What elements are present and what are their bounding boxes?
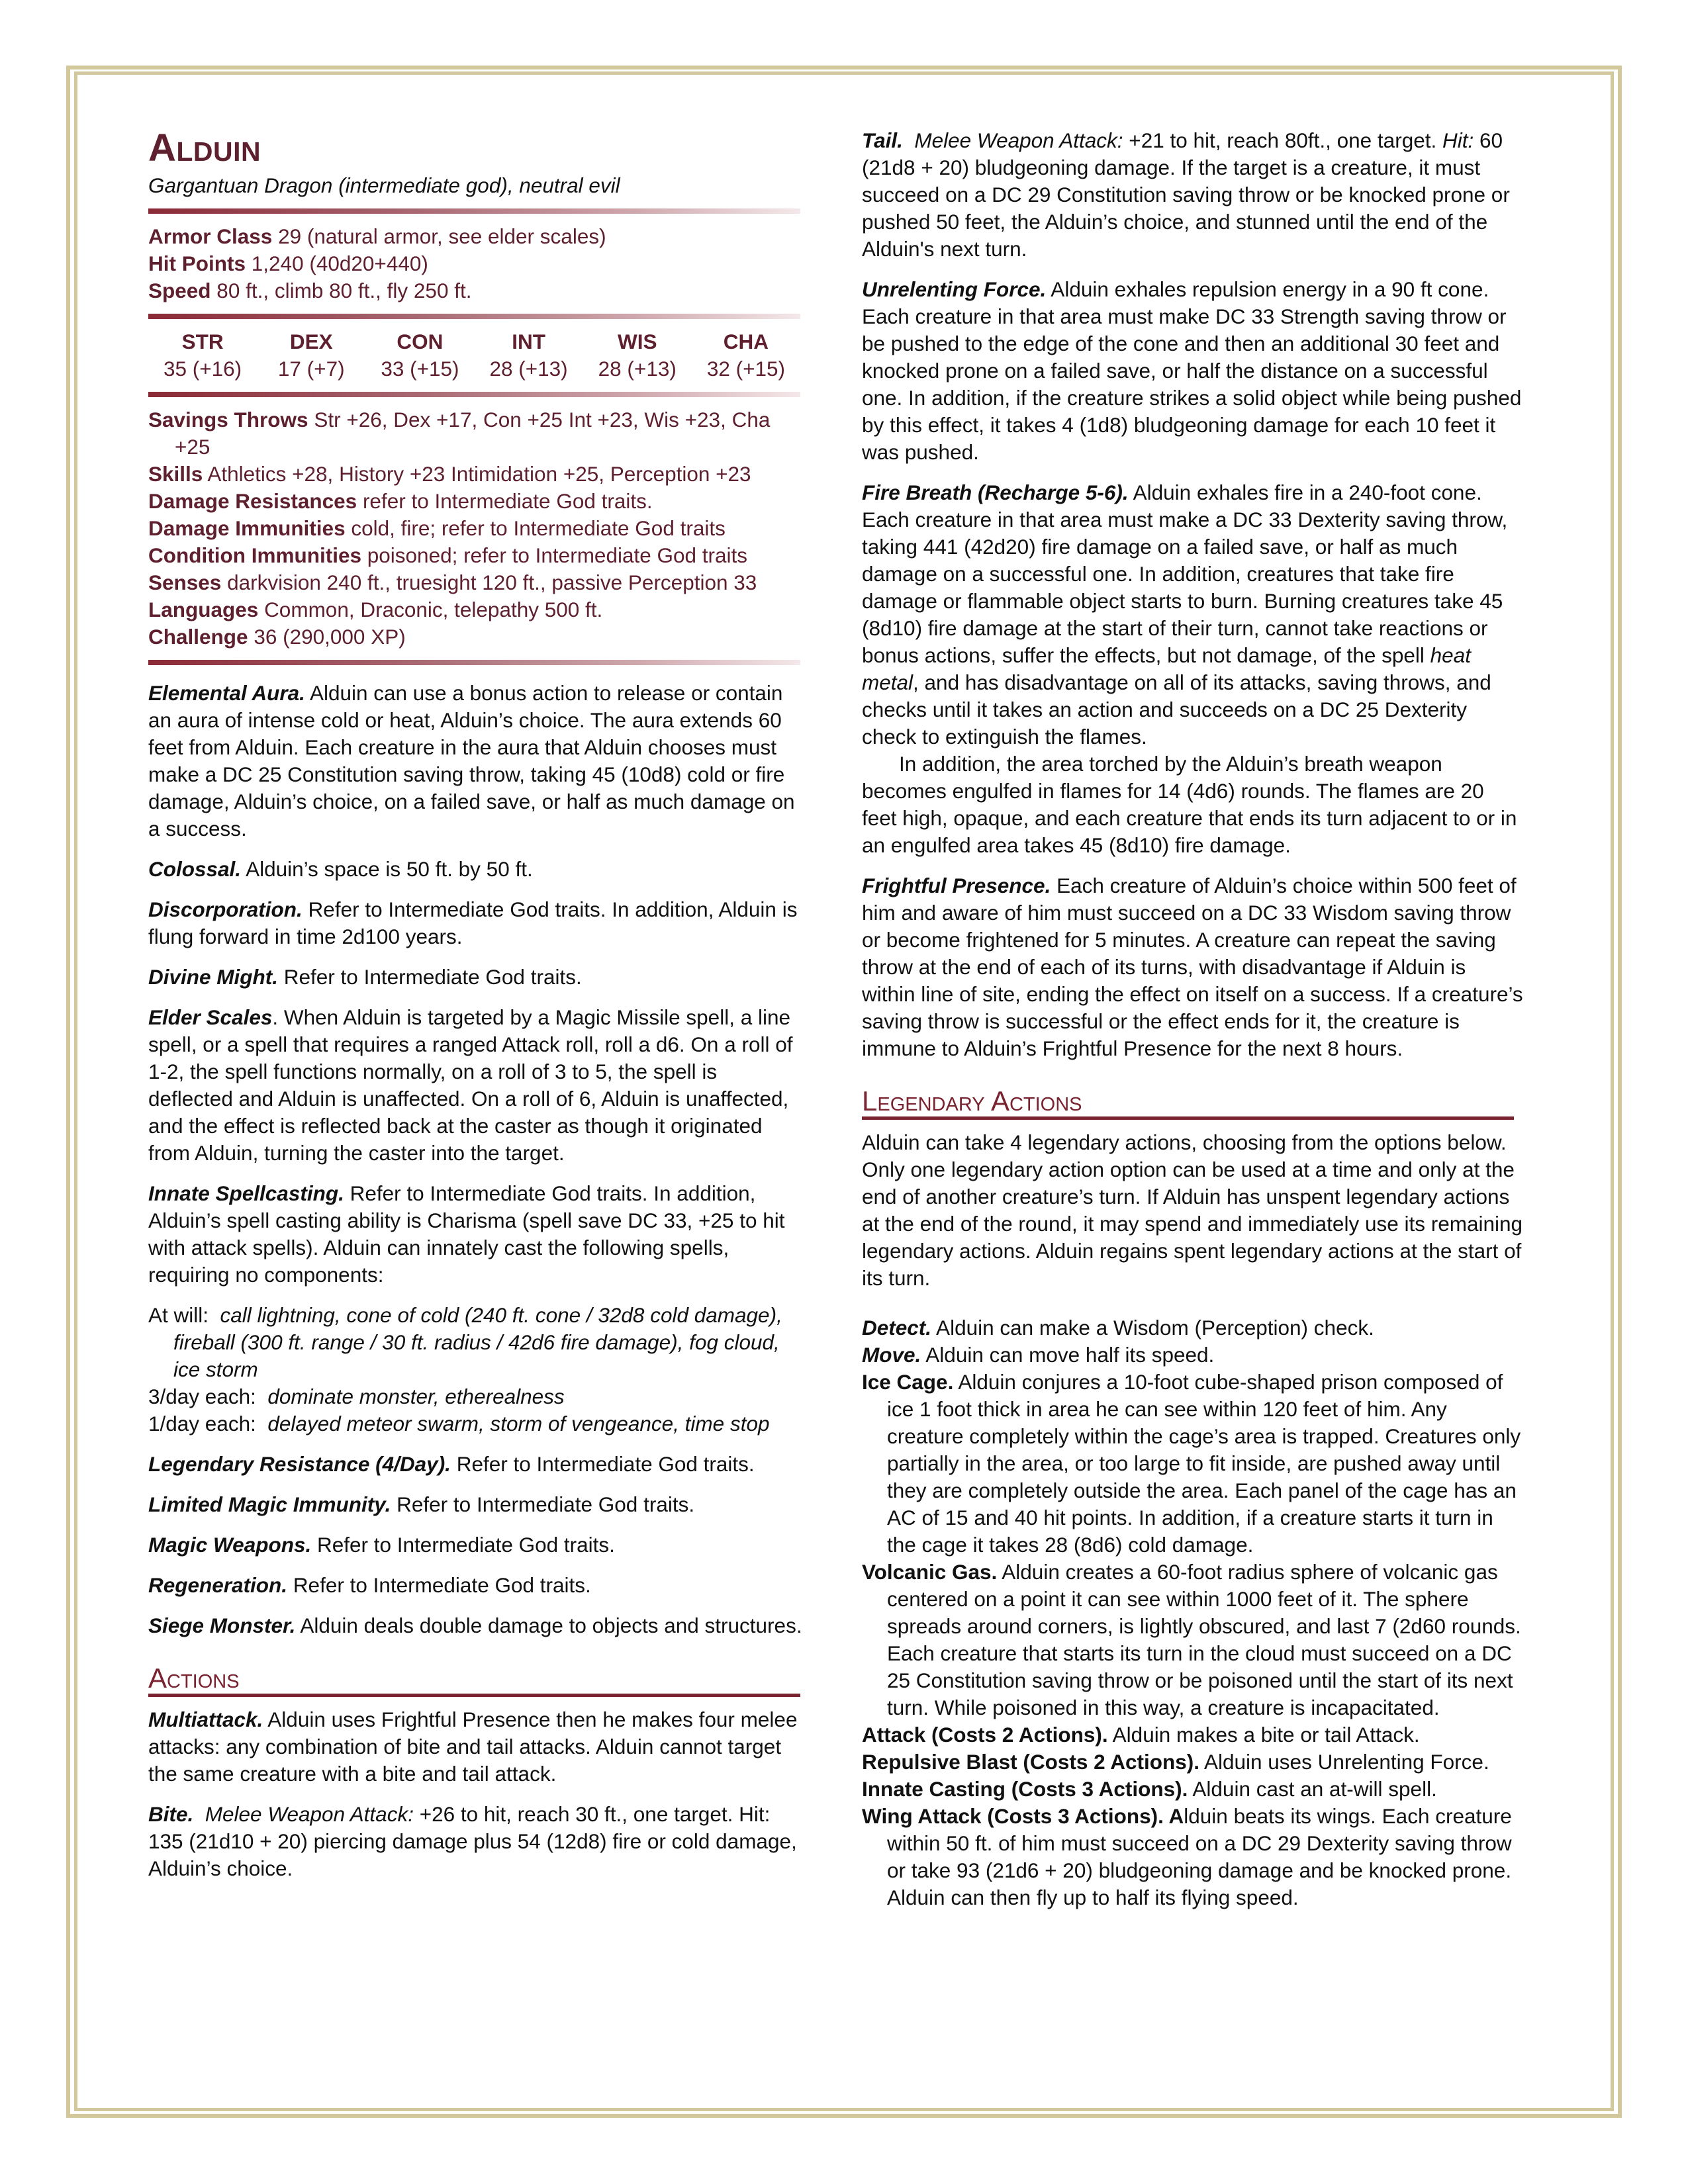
spell-line-3-day: [148, 1383, 807, 1410]
ability-score: 35 (+16): [163, 357, 242, 381]
ability-scores: [148, 328, 800, 383]
stat-label: Languages: [148, 598, 259, 621]
trait-divine-might: [148, 964, 807, 991]
creature-type: Gargantuan Dragon (intermediate god), neutral evil: [148, 173, 620, 197]
trait-name: Elder Scales: [148, 1005, 273, 1029]
action-text: Alduin uses Frightful Presence then he makes four melee attacks: any combination of bite and tail attacks. Alduin cannot target the same creature with a bite and tail attack.: [148, 1707, 798, 1786]
legendary-text: Alduin can move half its speed.: [921, 1343, 1215, 1367]
legendary-name: Attack (Costs 2 Actions).: [862, 1723, 1108, 1747]
condition-immunities: [148, 542, 807, 569]
legendary-innate-casting: [862, 1776, 1524, 1803]
trait-name: Divine Might.: [148, 965, 278, 989]
legendary-volcanic-gas: [862, 1559, 1524, 1721]
spell-line-1-day: [148, 1410, 807, 1437]
ability-score: 17 (+7): [277, 357, 345, 381]
spell-list: [148, 1302, 807, 1437]
action-text: +21 to hit, reach 80ft., one target.: [1123, 128, 1442, 152]
trait-elemental-aura: [148, 680, 807, 842]
legendary-actions-heading: Legendary Actions: [862, 1086, 1514, 1120]
action-text: Alduin exhales fire in a 240-foot cone. Each creature in that area must make a DC 33 Dexterity saving throw, taking 441 (42d20) fire damage on a failed save, or half as much damage on a successful one. In addition, creatures that take fire damage or flammable object starts to burn. Burning creatures take 45 (8d10) fire damage at the start of their turn, cannot take reactions or bonus actions, suffer the effects, but not damage, of the spell: [862, 480, 1508, 667]
stat-label: Damage Resistances: [148, 489, 357, 513]
stat-armor-class: [148, 223, 807, 250]
stat-value: 80 ft., climb 80 ft., fly 250 ft.: [216, 279, 472, 302]
divider: [148, 314, 800, 319]
trait-colossal: [148, 856, 807, 883]
stat-hit-points: [148, 250, 807, 277]
attack-type: Melee Weapon Attack:: [914, 128, 1123, 152]
ability-name: INT: [512, 330, 545, 353]
stat-value: darkvision 240 ft., truesight 120 ft., passive Perception 33: [227, 570, 757, 594]
trait-name: Discorporation.: [148, 897, 303, 921]
damage-resistances: [148, 488, 807, 515]
stat-label: Challenge: [148, 625, 248, 649]
action-text: +26 to hit, reach 30 ft., one target. Hit: 135 (21d10 + 20) piercing damage plus 54 (12d8) fire or cold damage, Alduin’s choice.: [148, 1802, 797, 1880]
trait-limited-magic-immunity: [148, 1491, 807, 1518]
action-text: , and has disadvantage on all of its attacks, saving throws, and checks until it takes an action and succeeds on a DC 25 Dexterity check to extinguish the flames.: [862, 670, 1491, 749]
action-unrelenting-force: [862, 276, 1524, 466]
trait-text: Refer to Intermediate God traits. In addition, Alduin is flung forward in time 2d100 years.: [148, 897, 798, 948]
trait-text: Alduin deals double damage to objects and structures.: [300, 1614, 802, 1637]
stat-label: Condition Immunities: [148, 543, 361, 567]
legendary-ice-cage: [862, 1369, 1524, 1559]
spell-names: delayed meteor swarm, storm of vengeance, time stop: [267, 1412, 770, 1435]
trait-text: Refer to Intermediate God traits.: [456, 1452, 755, 1476]
stat-value: 36 (290,000 XP): [254, 625, 406, 649]
legendary-text: Alduin cast an at-will spell.: [1188, 1777, 1437, 1801]
legendary-move: [862, 1342, 1524, 1369]
damage-immunities: [148, 515, 807, 542]
stat-value: poisoned; refer to Intermediate God traits: [367, 543, 748, 567]
stat-value: Str +26, Dex +17, Con +25 Int +23, Wis +23, Cha +25: [175, 408, 771, 459]
stat-label: Hit Points: [148, 251, 246, 275]
ability-score: 32 (+15): [706, 357, 786, 381]
legendary-repulsive-blast: [862, 1749, 1524, 1776]
saving-throws: [148, 406, 807, 461]
stat-label: Speed: [148, 279, 211, 302]
trait-text: Refer to Intermediate God traits.: [316, 1533, 615, 1557]
stat-label: Armor Class: [148, 224, 273, 248]
ability-score: 28 (+13): [598, 357, 677, 381]
trait-discorporation: [148, 896, 807, 950]
trait-name: Regeneration.: [148, 1573, 288, 1597]
challenge: [148, 623, 807, 651]
stat-value: refer to Intermediate God traits.: [362, 489, 653, 513]
legendary-name: Ice Cage.: [862, 1370, 954, 1394]
action-frightful-presence: [862, 872, 1524, 1062]
senses: [148, 569, 807, 596]
trait-magic-weapons: [148, 1531, 807, 1559]
stat-value: cold, fire; refer to Intermediate God traits: [351, 516, 726, 540]
legendary-detect: [862, 1314, 1524, 1342]
ability-score: 33 (+15): [381, 357, 459, 381]
stat-label: Damage Immunities: [148, 516, 346, 540]
trait-name: Magic Weapons.: [148, 1533, 312, 1557]
spell-reference: heat metal: [862, 643, 1471, 694]
legendary-attack: [862, 1721, 1524, 1749]
action-bite: [148, 1801, 807, 1882]
legendary-text: Alduin uses Unrelenting Force.: [1199, 1750, 1489, 1774]
trait-innate-spellcasting: [148, 1180, 807, 1289]
divider: [148, 208, 800, 214]
trait-name: Innate Spellcasting.: [148, 1181, 344, 1205]
legendary-name: Repulsive Blast (Costs 2 Actions).: [862, 1750, 1199, 1774]
action-multiattack: [148, 1706, 807, 1788]
stat-value: Athletics +28, History +23 Intimidation +25, Perception +23: [207, 462, 751, 486]
spell-names: call lightning, cone of cold (240 ft. cone / 32d8 cold damage), fireball (300 ft. range / 30 ft. radius / 42d6 fire damage), fog cloud, ice storm: [173, 1303, 782, 1381]
stat-label: Skills: [148, 462, 203, 486]
trait-text: Alduin’s space is 50 ft. by 50 ft.: [246, 857, 533, 881]
right-column: [862, 127, 1524, 1911]
languages: [148, 596, 807, 623]
creature-name: Alduin: [148, 126, 261, 169]
action-fire-breath: [862, 479, 1524, 859]
ability-score: 28 (+13): [489, 357, 568, 381]
legendary-text: Alduin creates a 60-foot radius sphere of volcanic gas centered on a point it can see within 1000 feet of it. The sphere spreads around corners, is lightly obscured, and last 7 (2d60 rounds. Each creature that starts its turn in the cloud must succeed on a DC 25 Constitution saving throw or be poisoned until the start of its next turn. While poisoned in this way, a creature is incapacitated.: [887, 1560, 1521, 1719]
action-name: Bite.: [148, 1802, 194, 1826]
ability-name: STR: [181, 330, 224, 353]
ability-name: CHA: [723, 330, 769, 353]
trait-text: . When Alduin is targeted by a Magic Missile spell, a line spell, or a spell that requires a ranged Attack roll, roll a d6. On a roll of 1-2, the spell functions normally, on a roll of 3 to 5, the spell is deflected and Alduin is unaffected. On a roll of 6, Alduin is unaffected, and the effect is reflected back at the caster as though it originated from Alduin, turning the caster into the target.: [148, 1005, 793, 1165]
trait-legendary-resistance: [148, 1451, 807, 1478]
legendary-intro: Alduin can take 4 legendary actions, choosing from the options below. Only one legendary action option can be used at a time and only at the end of another creature’s turn. If Alduin has unspent legendary actions at the end of the round, it may spend and immediately use its remaining legendary actions. Alduin regains spent legendary actions at the start of its turn.: [862, 1130, 1523, 1290]
trait-name: Elemental Aura.: [148, 681, 305, 705]
legendary-text: lduin beats its wings. Each creature within 50 ft. of him must succeed on a DC 29 Dexterity saving throw or take 93 (21d6 + 20) bludgeoning damage and be knocked prone. Alduin can then fly up to half its flying speed.: [887, 1804, 1512, 1909]
stat-label: Savings Throws: [148, 408, 308, 432]
spell-names: dominate monster, etherealness: [267, 1385, 565, 1408]
action-name: Multiattack.: [148, 1707, 263, 1731]
action-name: Unrelenting Force.: [862, 277, 1047, 301]
trait-name: Legendary Resistance (4/Day).: [148, 1452, 451, 1476]
trait-regeneration: [148, 1572, 807, 1599]
spell-line-at-will: [148, 1302, 807, 1383]
legendary-name: Move.: [862, 1343, 921, 1367]
trait-name: Colossal.: [148, 857, 242, 881]
core-stats: [148, 223, 807, 304]
stat-value: Common, Draconic, telepathy 500 ft.: [264, 598, 603, 621]
trait-text: Refer to Intermediate God traits.: [397, 1492, 695, 1516]
trait-name: Siege Monster.: [148, 1614, 296, 1637]
left-column: [148, 127, 807, 1895]
action-text: Alduin exhales repulsion energy in a 90 ft cone. Each creature in that area must make DC 33 Strength saving throw or be pushed to the edge of the cone and then an additional 30 feet and knocked prone on a failed save, or half the distance on a successful one. In addition, if the creature strikes a solid object while being pushed by this effect, it takes 4 (1d8) bludgeoning damage for each 10 feet it was pushed.: [862, 277, 1522, 464]
spell-frequency: At will:: [148, 1303, 209, 1327]
divider: [148, 660, 800, 665]
action-name: Frightful Presence.: [862, 874, 1051, 897]
ability-name: DEX: [289, 330, 333, 353]
trait-text: Refer to Intermediate God traits.: [283, 965, 582, 989]
action-tail: [862, 127, 1524, 263]
legendary-text: Alduin makes a bite or tail Attack.: [1107, 1723, 1420, 1747]
trait-text: Refer to Intermediate God traits.: [293, 1573, 591, 1597]
trait-siege-monster: [148, 1612, 807, 1639]
action-text: In addition, the area torched by the Alduin’s breath weapon becomes engulfed in flames for 14 (4d6) rounds. The flames are 20 feet high, opaque, and each creature that ends its turn adjacent to or in an engulfed area takes 45 (8d10) fire damage.: [862, 752, 1517, 857]
stat-value: 1,240 (40d20+440): [251, 251, 428, 275]
trait-name: Limited Magic Immunity.: [148, 1492, 391, 1516]
action-text: Each creature of Alduin’s choice within 500 feet of him and aware of him must succeed on a DC 33 Wisdom saving throw or become frightened for 5 minutes. A creature can repeat the saving throw at the end of each of its turns, with disadvantage if Alduin is within line of site, ending the effect on itself on a success. If a creature’s saving throw is successful or the effect ends for it, the creature is immune to Alduin’s Frightful Presence for the next 8 hours.: [862, 874, 1523, 1060]
stat-speed: [148, 277, 807, 304]
legendary-action-list: [862, 1314, 1524, 1911]
stat-value: 29 (natural armor, see elder scales): [278, 224, 606, 248]
legendary-text: Alduin can make a Wisdom (Perception) check.: [931, 1316, 1374, 1340]
legendary-name: Innate Casting (Costs 3 Actions).: [862, 1777, 1188, 1801]
skills: [148, 461, 807, 488]
actions-heading: Actions: [148, 1663, 800, 1697]
action-text: 60 (21d8 + 20) bludgeoning damage. If the target is a creature, it must succeed on a DC 29 Constitution saving throw or be knocked prone or pushed 50 feet, the Alduin’s choice, and stunned until the end of the Alduin's next turn.: [862, 128, 1510, 261]
legendary-name: Detect.: [862, 1316, 932, 1340]
divider: [148, 392, 800, 397]
trait-elder-scales: [148, 1004, 807, 1167]
attack-type: Melee Weapon Attack:: [205, 1802, 414, 1826]
legendary-name: Volcanic Gas.: [862, 1560, 998, 1584]
trait-text: Refer to Intermediate God traits. In addition, Alduin’s spell casting ability is Charisma (spell save DC 33, +25 to hit with attack spells). Alduin can innately cast the following spells, requiring no components:: [148, 1181, 785, 1287]
trait-text: Alduin can use a bonus action to release or contain an aura of intense cold or heat, Alduin’s choice. The aura extends 60 feet from Alduin. Each creature in the aura that Alduin chooses must make a DC 25 Constitution saving throw, taking 45 (10d8) cold or fire damage, Alduin’s choice, on a failed save, or half as much damage on a success.: [148, 681, 795, 841]
action-name: Fire Breath (Recharge 5-6).: [862, 480, 1129, 504]
hit-label: Hit:: [1442, 128, 1474, 152]
legendary-text: Alduin conjures a 10-foot cube-shaped prison composed of ice 1 foot thick in area he can see within 120 feet of him. Any creature completely within the cage’s area is trapped. Creatures only partially in the area, or too large to fit inside, are pushed away until they are completely outside the area. Each panel of the cage has an AC of 15 and 40 hit points. In addition, if a creature starts it turn in the cage it takes 28 (8d6) cold damage.: [887, 1370, 1521, 1557]
legendary-wing-attack: [862, 1803, 1524, 1911]
spell-frequency: 1/day each:: [148, 1412, 256, 1435]
spell-frequency: 3/day each:: [148, 1385, 256, 1408]
legendary-name: Wing Attack (Costs 3 Actions). A: [862, 1804, 1184, 1828]
detail-stats: [148, 406, 807, 651]
action-name: Tail.: [862, 128, 903, 152]
ability-name: CON: [397, 330, 444, 353]
ability-name: WIS: [617, 330, 657, 353]
stat-label: Senses: [148, 570, 222, 594]
